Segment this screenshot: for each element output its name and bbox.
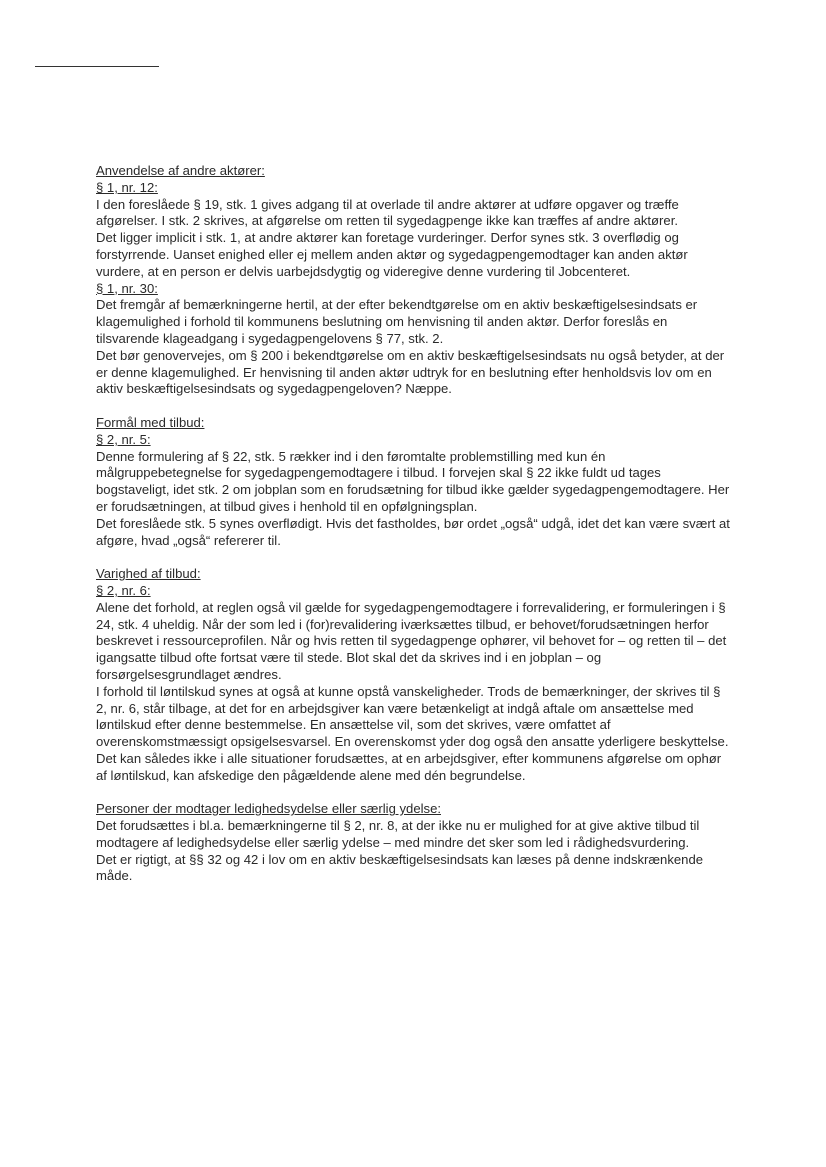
- paragraph: Denne formulering af § 22, stk. 5 rækker ind i den føromtalte problemstilling med kun én målgruppebetegnelse for sygedagpengemodtagere i tilbud. I forvejen skal § 22 ikke fuldt ud tages bogstaveligt, idet stk. 2 om jobplan som en forudsætning for tilbud ikke gælder sygedagpengemodtagere. Her er forudsætningen, at tilbud gives i henhold til en opfølgningsplan.: [96, 448, 730, 514]
- paragraph: Alene det forhold, at reglen også vil gælde for sygedagpengemodtagere i forrevalidering, er formuleringen i § 24, stk. 4 uheldig. Når der som led i (for)revalidering iværksættes tilbud, er behovet/forudsætningen herfor beskrevet i ressourceprofilen. Når og hvis retten til sygedagpenge ophører, vil behovet for – og retten til – det igangsatte tilbud ofte fortsat være til stede. Blot skal det da skrives ind i en jobplan – og forsørgelsesgrundlaget ændres.: [96, 599, 727, 682]
- paragraph: Det forudsættes i bl.a. bemærkningerne til § 2, nr. 8, at der ikke nu er mulighed for at give aktive tilbud til modtagere af ledighedsydelse eller særlig ydelse – med mindre det sker som led i rådighedsvurdering.: [96, 818, 700, 850]
- paragraph: Det foreslåede stk. 5 synes overflødigt. Hvis det fastholdes, bør ordet „også“ udgå, idet det kan være svært at afgøre, hvad „også“ refererer til.: [96, 515, 730, 548]
- paragraph: Det ligger implicit i stk. 1, at andre aktører kan foretage vurderinger. Derfor synes stk. 3 overflødig og forstyrrende. Uanset enighed eller ej mellem anden aktør og sygedagpengemodtager kan anden aktør vurdere, at en person er delvis uarbejdsdygtig og videregive denne vurdering til Jobcenteret.: [96, 230, 688, 279]
- section-heading: Anvendelse af andre aktører:: [96, 163, 265, 178]
- paragraph-reference: § 1, nr. 12:: [96, 179, 158, 195]
- section-heading: Formål med tilbud:: [96, 414, 205, 430]
- top-rule: [35, 66, 159, 67]
- section-gap: [96, 784, 732, 801]
- section-heading: Varighed af tilbud:: [96, 566, 201, 582]
- paragraph: Det fremgår af bemærkningerne hertil, at der efter bekendtgørelse om en aktiv beskæftigelsesindsats er klagemulighed i forhold til kommunens beslutning om henvisning til anden aktør. Derfor foreslås en tilsvarende klageadgang i sygedagpengelovens § 77, stk. 2.: [96, 297, 698, 346]
- paragraph: Det er rigtigt, at §§ 32 og 42 i lov om en aktiv beskæftigelsesindsats kan læses på denne indskrænkende måde.: [96, 851, 704, 884]
- paragraph-reference: § 2, nr. 5:: [96, 431, 151, 447]
- paragraph: I den foreslåede § 19, stk. 1 gives adgang til at overlade til andre aktører at udføre opgaver og træffe afgørelser. I stk. 2 skrives, at afgørelse om retten til sygedagpenge ikke kan træffes af andre aktører.: [96, 196, 679, 229]
- paragraph-reference: § 2, nr. 6:: [96, 582, 151, 598]
- section-gap: [96, 549, 732, 566]
- section-other-actors: [96, 163, 732, 398]
- section-heading: Personer der modtager ledighedsydelse eller særlig ydelse:: [96, 801, 441, 817]
- paragraph: I forhold til løntilskud synes at også at kunne opstå vanskeligheder. Trods de bemærkninger, der skrives til § 2, nr. 6, står tilbage, at det for en arbejdsgiver kan være betænkeligt at indgå aftale om ansættelse med løntilskud efter denne bestemmelse. En ansættelse vil, som det skrives, være omfattet af overenskomstmæssigt opsigelsesvarsel. En overenskomst yder dog også den ansatte yderligere beskyttelse. Det kan således ikke i alle situationer forudsættes, at en arbejdsgiver, efter kommunens afgørelse om ophør af løntilskud, kan afskedige den pågældende alene med dén begrundelse.: [96, 683, 729, 783]
- section-unemployment-benefit-recipients: [96, 801, 732, 885]
- section-gap: [96, 398, 732, 415]
- section-duration-of-offer: [96, 566, 732, 784]
- document-body: [96, 163, 732, 885]
- paragraph-reference: § 1, nr. 30:: [96, 280, 158, 296]
- paragraph: Det bør genovervejes, om § 200 i bekendtgørelse om en aktiv beskæftigelsesindsats nu også betyder, at der er denne klagemulighed. Er henvisning til anden aktør udtryk for en beslutning efter henholdsvis lov om en aktiv beskæftigelsesindsats og sygedagpengeloven? Næppe.: [96, 347, 725, 397]
- section-purpose-of-offer: [96, 415, 732, 549]
